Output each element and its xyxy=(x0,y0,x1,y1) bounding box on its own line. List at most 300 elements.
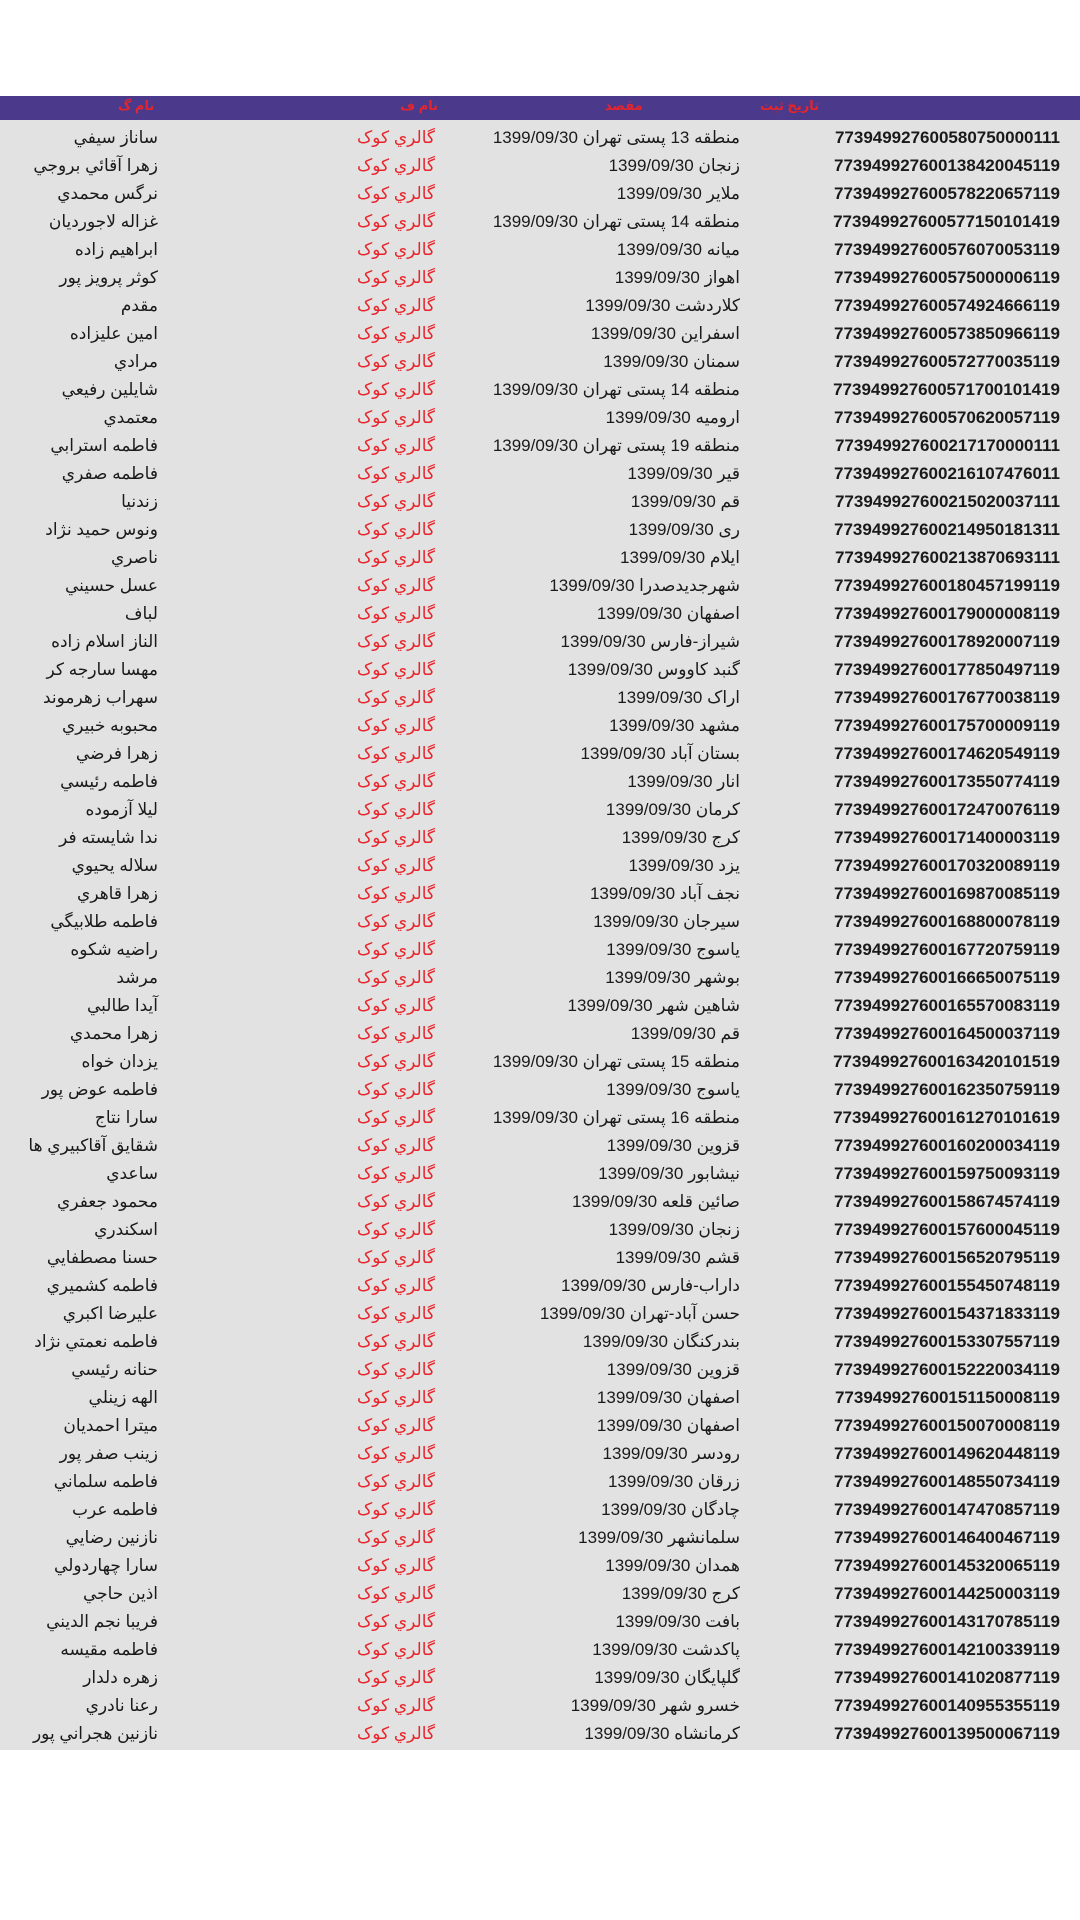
tracking-number: 773949927600571700101419 xyxy=(833,380,1060,399)
destination-city: انار xyxy=(717,772,740,791)
tracking-number: 773949927600169870085119 xyxy=(834,884,1060,903)
sender-name: گالري كوک xyxy=(357,604,435,623)
tracking-number: 773949927600166650075119 xyxy=(834,968,1060,987)
destination-city: كرج xyxy=(711,828,740,847)
sender-name: گالري كوک xyxy=(357,1052,435,1071)
date-destination-cell xyxy=(616,1244,740,1272)
send-date: 1399/09/30 xyxy=(617,688,703,707)
destination-city: منطقه 16 پستی تهران xyxy=(582,1108,740,1127)
send-date: 1399/09/30 xyxy=(615,1248,701,1267)
table-row xyxy=(0,1328,1080,1356)
table-row xyxy=(0,684,1080,712)
sender-name: گالري كوک xyxy=(357,212,435,231)
sender-name: گالري كوک xyxy=(357,1668,435,1687)
tracking-number: 773949927600165570083119 xyxy=(834,996,1060,1015)
sender-name: گالري كوک xyxy=(357,296,435,315)
receiver-name: ندا شايسته فر xyxy=(59,828,158,847)
date-destination-cell xyxy=(598,1160,740,1188)
date-destination-cell xyxy=(581,740,740,768)
table-row xyxy=(0,572,1080,600)
date-destination-cell xyxy=(493,1104,740,1132)
tracking-number: 773949927600145320065119 xyxy=(834,1556,1060,1575)
destination-city: بندرکنگان xyxy=(672,1332,740,1351)
receiver-name: حنانه رئيسي xyxy=(71,1360,158,1379)
sender-name: گالري كوک xyxy=(357,912,435,931)
table-row xyxy=(0,376,1080,404)
sender-name: گالري كوک xyxy=(357,352,435,371)
table-row xyxy=(0,348,1080,376)
destination-city: مشهد xyxy=(698,716,740,735)
header-receiver: نام گ xyxy=(118,98,155,113)
table-row xyxy=(0,1188,1080,1216)
receiver-name: ابراهيم زاده xyxy=(74,240,158,259)
receiver-name: فاطمه صفري xyxy=(61,464,158,483)
table-row xyxy=(0,124,1080,152)
receiver-name: فاطمه مقيسه xyxy=(60,1640,158,1659)
date-destination-cell xyxy=(585,292,740,320)
destination-city: قير xyxy=(717,464,740,483)
date-destination-cell xyxy=(606,796,740,824)
sender-name: گالري كوک xyxy=(357,1584,435,1603)
destination-city: كرمان xyxy=(695,800,740,819)
sender-name: گالري كوک xyxy=(357,240,435,259)
send-date: 1399/09/30 xyxy=(492,1108,578,1127)
receiver-name: فريبا نجم الديني xyxy=(46,1612,158,1631)
destination-city: زرقان xyxy=(697,1472,740,1491)
destination-city: يزد xyxy=(718,856,740,875)
date-destination-cell xyxy=(597,1384,740,1412)
sender-name: گالري كوک xyxy=(357,184,435,203)
date-destination-cell xyxy=(549,572,740,600)
table-row xyxy=(0,656,1080,684)
receiver-name: نرگس محمدي xyxy=(57,184,158,203)
tracking-number: 773949927600217170000111 xyxy=(834,436,1060,455)
send-date: 1399/09/30 xyxy=(584,1724,670,1743)
sender-name: گالري كوک xyxy=(357,1276,435,1295)
table-row xyxy=(0,264,1080,292)
tracking-number: 773949927600215020037111 xyxy=(834,492,1060,511)
tracking-number: 773949927600144250003119 xyxy=(834,1584,1060,1603)
send-date: 1399/09/30 xyxy=(596,604,682,623)
date-destination-cell xyxy=(615,1608,740,1636)
date-destination-cell xyxy=(572,1188,740,1216)
send-date: 1399/09/30 xyxy=(606,1360,692,1379)
receiver-name: سارا نتاج xyxy=(94,1108,158,1127)
table-row xyxy=(0,964,1080,992)
send-date: 1399/09/30 xyxy=(492,380,578,399)
sender-name: گالري كوک xyxy=(357,492,435,511)
send-date: 1399/09/30 xyxy=(582,1332,668,1351)
destination-city: حسن آباد-تهران xyxy=(629,1304,740,1323)
table-row xyxy=(0,740,1080,768)
sender-name: گالري كوک xyxy=(357,1416,435,1435)
table-row xyxy=(0,152,1080,180)
send-date: 1399/09/30 xyxy=(628,520,714,539)
date-destination-cell xyxy=(561,628,740,656)
send-date: 1399/09/30 xyxy=(594,1668,680,1687)
destination-city: سمنان xyxy=(693,352,740,371)
table-row xyxy=(0,852,1080,880)
date-destination-cell xyxy=(605,964,740,992)
destination-city: ميانه xyxy=(706,240,740,259)
table-row xyxy=(0,1160,1080,1188)
sender-name: گالري كوک xyxy=(357,884,435,903)
destination-city: اروميه xyxy=(695,408,740,427)
sender-name: گالري كوک xyxy=(357,1332,435,1351)
table-row xyxy=(0,460,1080,488)
table-row xyxy=(0,1216,1080,1244)
table-row xyxy=(0,292,1080,320)
tracking-number: 773949927600150070008119 xyxy=(834,1416,1060,1435)
receiver-name: حسنا مصطفايي xyxy=(46,1248,158,1267)
date-destination-cell xyxy=(607,1356,740,1384)
tracking-number: 773949927600171400003119 xyxy=(834,828,1060,847)
sender-name: گالري كوک xyxy=(357,660,435,679)
destination-city: بوشهر xyxy=(695,968,740,987)
sender-name: گالري كوک xyxy=(357,1248,435,1267)
date-destination-cell xyxy=(609,712,740,740)
send-date: 1399/09/30 xyxy=(571,1192,658,1211)
tracking-number: 773949927600156520795119 xyxy=(834,1248,1060,1267)
send-date: 1399/09/30 xyxy=(578,1528,664,1547)
receiver-name: ساناز سيفي xyxy=(73,128,158,147)
tracking-number: 773949927600213870693111 xyxy=(834,548,1060,567)
sender-name: گالري كوک xyxy=(357,1164,435,1183)
tracking-number: 773949927600149620448119 xyxy=(834,1444,1060,1463)
sender-name: گالري كوک xyxy=(357,1388,435,1407)
tracking-number: 773949927600216107476011 xyxy=(834,464,1060,483)
sender-name: گالري كوک xyxy=(357,856,435,875)
date-destination-cell xyxy=(631,488,740,516)
tracking-number: 773949927600148550734119 xyxy=(834,1472,1060,1491)
receiver-name: شقايق آقاكبيري ها xyxy=(28,1136,158,1155)
tracking-number: 773949927600570620057119 xyxy=(834,408,1060,427)
tracking-number: 773949927600138420045119 xyxy=(834,156,1060,175)
destination-city: كلاردشت xyxy=(675,296,740,315)
send-date: 1399/09/30 xyxy=(615,1612,701,1631)
date-destination-cell xyxy=(609,1216,740,1244)
table-row xyxy=(0,432,1080,460)
date-destination-cell xyxy=(571,1692,740,1720)
table-row xyxy=(0,1496,1080,1524)
header-destination: مقصد xyxy=(605,98,643,113)
tracking-number: 773949927600574924666119 xyxy=(834,296,1060,315)
send-date: 1399/09/30 xyxy=(614,268,700,287)
receiver-name: زهرا قاهري xyxy=(77,884,158,903)
receiver-name: فاطمه استرابي xyxy=(50,436,158,455)
table-row xyxy=(0,1468,1080,1496)
receiver-name: ليلا آزموده xyxy=(85,800,158,819)
date-destination-cell xyxy=(493,124,740,152)
destination-city: قم xyxy=(720,492,740,511)
date-destination-cell xyxy=(620,544,740,572)
receiver-name: مقدم xyxy=(120,296,158,315)
receiver-name: نازنين هجراني پور xyxy=(32,1724,158,1743)
sender-name: گالري كوک xyxy=(357,520,435,539)
send-date: 1399/09/30 xyxy=(616,184,702,203)
table-row xyxy=(0,1020,1080,1048)
destination-city: گلپايگان xyxy=(684,1668,740,1687)
tracking-number: 773949927600162350759119 xyxy=(834,1080,1060,1099)
sender-name: گالري كوک xyxy=(357,1696,435,1715)
table-row xyxy=(0,600,1080,628)
receiver-name: مهسا سارجه كر xyxy=(46,660,158,679)
date-destination-cell xyxy=(597,1412,740,1440)
receiver-name: سهراب زهرموند xyxy=(42,688,158,707)
send-date: 1399/09/30 xyxy=(607,1472,694,1491)
destination-city: كرج xyxy=(711,1584,740,1603)
date-destination-cell xyxy=(606,404,740,432)
tracking-number: 773949927600143170785119 xyxy=(834,1612,1060,1631)
send-date: 1399/09/30 xyxy=(627,464,713,483)
table-row xyxy=(0,1132,1080,1160)
sender-name: گالري كوک xyxy=(357,1024,435,1043)
tracking-number: 773949927600142100339119 xyxy=(834,1640,1060,1659)
tracking-number: 773949927600577150101419 xyxy=(833,212,1060,231)
receiver-name: لباف xyxy=(124,604,158,623)
receiver-name: شايلين رفيعي xyxy=(61,380,158,399)
table-row xyxy=(0,880,1080,908)
tracking-number: 773949927600573850966119 xyxy=(834,324,1060,343)
destination-city: نجف آباد xyxy=(679,884,740,903)
tracking-number: 773949927600163420101519 xyxy=(833,1052,1060,1071)
sender-name: گالري كوک xyxy=(357,380,435,399)
tracking-number: 773949927600151150008119 xyxy=(834,1388,1060,1407)
table-row xyxy=(0,1076,1080,1104)
send-date: 1399/09/30 xyxy=(601,1500,687,1519)
destination-city: بستان آباد xyxy=(670,744,740,763)
destination-city: قزوين xyxy=(696,1360,740,1379)
send-date: 1399/09/30 xyxy=(592,1640,678,1659)
tracking-number: 773949927600141020877119 xyxy=(834,1668,1060,1687)
tracking-number: 773949927600147470857119 xyxy=(834,1500,1060,1519)
send-date: 1399/09/30 xyxy=(616,240,702,259)
destination-city: قزوين xyxy=(696,1136,740,1155)
destination-city: اهواز xyxy=(704,268,740,287)
date-destination-cell xyxy=(568,992,740,1020)
send-date: 1399/09/30 xyxy=(606,1080,692,1099)
destination-city: ملاير xyxy=(706,184,740,203)
table-row xyxy=(0,236,1080,264)
receiver-name: اسكندري xyxy=(94,1220,158,1239)
tracking-number: 773949927600159750093119 xyxy=(834,1164,1060,1183)
date-destination-cell xyxy=(601,1496,740,1524)
destination-city: پاكدشت xyxy=(682,1640,740,1659)
receiver-name: معتمدي xyxy=(103,408,158,427)
send-date: 1399/09/30 xyxy=(492,1052,578,1071)
date-destination-cell xyxy=(603,1440,740,1468)
tracking-number: 773949927600580750000111 xyxy=(834,128,1060,147)
receiver-name: مرادي xyxy=(113,352,158,371)
sender-name: گالري كوک xyxy=(357,1192,435,1211)
table-row xyxy=(0,544,1080,572)
destination-city: منطقه 14 پستی تهران xyxy=(582,212,740,231)
destination-city: اصفهان xyxy=(686,604,740,623)
destination-city: ايلام xyxy=(709,548,740,567)
send-date: 1399/09/30 xyxy=(621,828,707,847)
tracking-number: 773949927600160200034119 xyxy=(834,1136,1060,1155)
receiver-name: ناصري xyxy=(110,548,158,567)
tracking-number: 773949927600176770038119 xyxy=(834,688,1060,707)
receiver-name: زهرا آقائي بروجي xyxy=(33,156,158,175)
destination-city: سلمانشهر xyxy=(668,1528,740,1547)
sender-name: گالري كوک xyxy=(357,324,435,343)
date-destination-cell xyxy=(568,656,740,684)
send-date: 1399/09/30 xyxy=(627,772,713,791)
sender-name: گالري كوک xyxy=(357,1612,435,1631)
destination-city: گنبد كاووس xyxy=(657,660,740,679)
sender-name: گالري كوک xyxy=(357,632,435,651)
tracking-number: 773949927600155450748119 xyxy=(834,1276,1060,1295)
sender-name: گالري كوک xyxy=(357,1444,435,1463)
date-destination-cell xyxy=(603,348,740,376)
tracking-number: 773949927600164500037119 xyxy=(834,1024,1060,1043)
sender-name: گالري كوک xyxy=(357,772,435,791)
send-date: 1399/09/30 xyxy=(602,1444,688,1463)
destination-city: ياسوج xyxy=(696,940,740,959)
destination-city: شاهين شهر xyxy=(657,996,740,1015)
receiver-name: يزدان خواه xyxy=(81,1052,158,1071)
table-row xyxy=(0,1048,1080,1076)
receiver-name: عسل حسيني xyxy=(64,576,158,595)
send-date: 1399/09/30 xyxy=(609,716,695,735)
send-date: 1399/09/30 xyxy=(605,1556,691,1575)
send-date: 1399/09/30 xyxy=(492,128,578,147)
table-row xyxy=(0,516,1080,544)
destination-city: ياسوج xyxy=(696,1080,740,1099)
date-destination-cell xyxy=(584,1720,740,1748)
receiver-name: زهرا محمدي xyxy=(69,1024,158,1043)
table-row xyxy=(0,320,1080,348)
sender-name: گالري كوک xyxy=(357,436,435,455)
table-row xyxy=(0,208,1080,236)
send-date: 1399/09/30 xyxy=(606,940,692,959)
destination-city: شهرجديدصدرا xyxy=(639,576,740,595)
sender-name: گالري كوک xyxy=(357,408,435,427)
tracking-number: 773949927600175700009119 xyxy=(834,716,1060,735)
receiver-name: نازنين رضايي xyxy=(65,1528,158,1547)
spreadsheet xyxy=(0,96,1080,1750)
receiver-name: سلاله يحيوي xyxy=(71,856,158,875)
destination-city: قم xyxy=(720,1024,740,1043)
table-row xyxy=(0,1104,1080,1132)
table-row xyxy=(0,488,1080,516)
date-destination-cell xyxy=(607,1132,740,1160)
receiver-name: غزاله لاجورديان xyxy=(48,212,158,231)
send-date: 1399/09/30 xyxy=(605,800,692,819)
send-date: 1399/09/30 xyxy=(492,436,578,455)
date-destination-cell xyxy=(617,180,740,208)
date-destination-cell xyxy=(578,1524,740,1552)
receiver-name: زندنيا xyxy=(121,492,158,511)
tracking-number: 773949927600180457199119 xyxy=(834,576,1060,595)
date-destination-cell xyxy=(608,1468,740,1496)
table-row xyxy=(0,992,1080,1020)
date-destination-cell xyxy=(615,264,740,292)
date-destination-cell xyxy=(593,908,740,936)
table-row xyxy=(0,1272,1080,1300)
sender-name: گالري كوک xyxy=(357,744,435,763)
destination-city: شيراز-فارس xyxy=(650,632,740,651)
sender-name: گالري كوک xyxy=(357,464,435,483)
tracking-number: 773949927600179000008119 xyxy=(834,604,1060,623)
tracking-number: 773949927600578220657119 xyxy=(834,184,1060,203)
receiver-name: فاطمه سلماني xyxy=(53,1472,158,1491)
sender-name: گالري كوک xyxy=(357,1136,435,1155)
sender-name: گالري كوک xyxy=(357,1080,435,1099)
tracking-number: 773949927600214950181311 xyxy=(834,520,1060,539)
send-date: 1399/09/30 xyxy=(608,1220,694,1239)
send-date: 1399/09/30 xyxy=(605,968,691,987)
tracking-number: 773949927600146400467119 xyxy=(834,1528,1060,1547)
receiver-name: محبوبه خبيري xyxy=(61,716,158,735)
receiver-name: زهره دلدار xyxy=(83,1668,158,1687)
table-row xyxy=(0,1440,1080,1468)
receiver-name: عليرضا اكبري xyxy=(62,1304,158,1323)
destination-city: منطقه 13 پستی تهران xyxy=(582,128,740,147)
destination-city: ری xyxy=(718,520,740,539)
sender-name: گالري كوک xyxy=(357,968,435,987)
table-row xyxy=(0,1636,1080,1664)
receiver-name: فاطمه نعمتي نژاد xyxy=(34,1332,158,1351)
date-destination-cell xyxy=(590,880,740,908)
destination-city: چادگان xyxy=(690,1500,740,1519)
date-destination-cell xyxy=(617,684,740,712)
send-date: 1399/09/30 xyxy=(561,1276,647,1295)
destination-city: بافت xyxy=(705,1612,740,1631)
table-row xyxy=(0,1524,1080,1552)
tracking-number: 773949927600152220034119 xyxy=(834,1360,1060,1379)
sender-name: گالري كوک xyxy=(357,1220,435,1239)
date-destination-cell xyxy=(606,1076,740,1104)
table-row xyxy=(0,908,1080,936)
tracking-number: 773949927600161270101619 xyxy=(833,1108,1060,1127)
destination-city: خسرو شهر xyxy=(660,1696,740,1715)
sender-name: گالري كوک xyxy=(357,1528,435,1547)
sender-name: گالري كوک xyxy=(357,688,435,707)
date-destination-cell xyxy=(493,376,740,404)
destination-city: همدان xyxy=(695,1556,740,1575)
table-row xyxy=(0,1356,1080,1384)
receiver-name: ساعدي xyxy=(106,1164,158,1183)
tracking-number: 773949927600140955355119 xyxy=(834,1696,1060,1715)
tracking-number: 773949927600572770035119 xyxy=(834,352,1060,371)
table-row xyxy=(0,936,1080,964)
date-destination-cell xyxy=(540,1300,740,1328)
tracking-number: 773949927600167720759119 xyxy=(834,940,1060,959)
receiver-name: فاطمه طلابيگي xyxy=(50,912,158,931)
sender-name: گالري كوک xyxy=(357,576,435,595)
table-row xyxy=(0,1552,1080,1580)
sender-name: گالري كوک xyxy=(357,1724,435,1743)
date-destination-cell xyxy=(597,600,740,628)
destination-city: نيشابور xyxy=(688,1164,740,1183)
sender-name: گالري كوک xyxy=(357,1640,435,1659)
tracking-number: 773949927600153307557119 xyxy=(834,1332,1060,1351)
tracking-number: 773949927600576070053119 xyxy=(834,240,1060,259)
receiver-name: ميترا احمديان xyxy=(63,1416,158,1435)
table-row xyxy=(0,824,1080,852)
date-destination-cell xyxy=(493,1048,740,1076)
table-row xyxy=(0,1664,1080,1692)
date-destination-cell xyxy=(594,1664,740,1692)
receiver-name: الناز اسلام زاده xyxy=(51,632,158,651)
tracking-number: 773949927600177850497119 xyxy=(834,660,1060,679)
destination-city: منطقه 19 پستی تهران xyxy=(582,436,740,455)
receiver-name: مرشد xyxy=(116,968,158,987)
receiver-name: محمود جعفري xyxy=(57,1192,158,1211)
date-destination-cell xyxy=(631,1020,740,1048)
